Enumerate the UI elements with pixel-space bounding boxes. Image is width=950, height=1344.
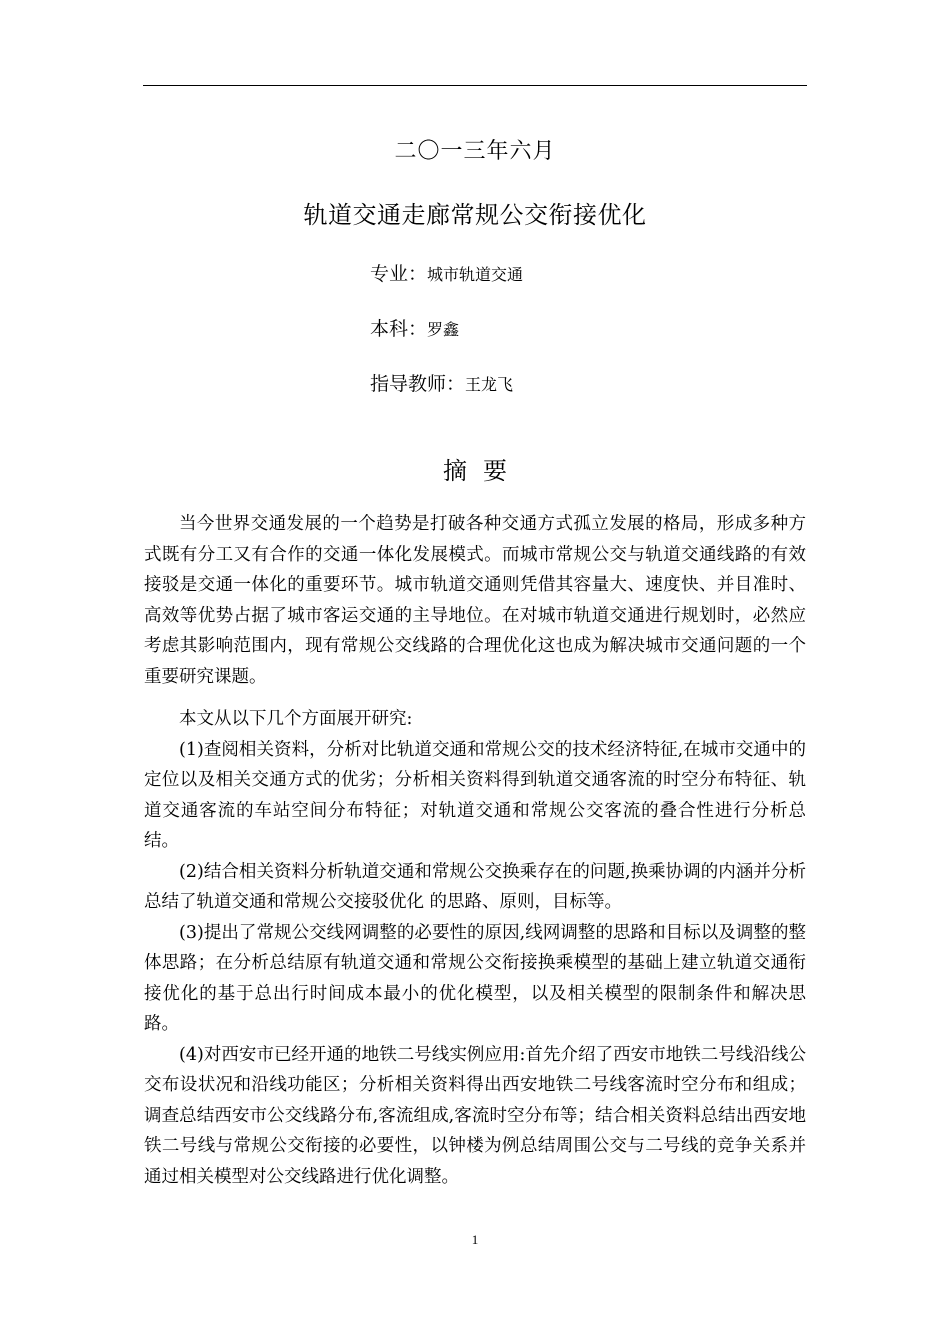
abstract-heading: 摘要 bbox=[443, 457, 523, 485]
major-line bbox=[370, 259, 523, 290]
abstract-body bbox=[144, 704, 806, 1192]
abstract-paragraph: (2)结合相关资料分析轨道交通和常规公交换乘存在的问题,换乘协调的内涵并分析总结了轨道交通和常规公交接驳优化 的思路、原则，目标等。 bbox=[144, 861, 806, 912]
degree-line bbox=[370, 314, 459, 345]
major-label: 专业： bbox=[370, 263, 428, 285]
header-rule bbox=[143, 85, 807, 86]
major-value: 城市轨道交通 bbox=[427, 265, 524, 284]
advisor-label: 指导教师： bbox=[370, 373, 466, 395]
advisor-value: 王龙飞 bbox=[465, 375, 514, 394]
degree-label: 本科： bbox=[370, 318, 428, 340]
abstract-paragraph: 当今世界交通发展的一个趋势是打破各种交通方式孤立发展的格局，形成多种方式既有分工又有合作的交通一体化发展模式。而城市常规公交与轨道交通线路的有效接驳是交通一体化的重要环节。城市轨道交通则凭借其容量大、速度快、并目准时、高效等优势占据了城市客运交通的主导地位。在对城市轨道交通进行规划时，必然应考虑其影响范围内，现有常规公交线路的合理优化这也成为解决城市交通问题的一个重要研究课题。 bbox=[144, 514, 806, 687]
abstract-intro bbox=[144, 509, 806, 692]
abstract-paragraph: (3)提出了常规公交线网调整的必要性的原因,线网调整的思路和目标以及调整的整体思路；在分析总结原有轨道交通和常规公交衔接换乘模型的基础上建立轨道交通衔接优化的基于总出行时间成本最小的优化模型，以及相关模型的限制条件和解决思路。 bbox=[144, 922, 806, 1034]
advisor-line bbox=[370, 369, 513, 400]
abstract-paragraph: (1)查阅相关资料，分析对比轨道交通和常规公交的技术经济特征,在城市交通中的定位以及相关交通方式的优劣；分析相关资料得到轨道交通客流的时空分布特征、轨道交通客流的车站空间分布特征；对轨道交通和常规公交客流的叠合性进行分析总结。 bbox=[144, 739, 806, 851]
degree-value: 罗鑫 bbox=[427, 320, 460, 339]
abstract-paragraph: 本文从以下几个方面展开研究: bbox=[179, 709, 413, 729]
document-title: 轨道交通走廊常规公交衔接优化 bbox=[303, 201, 647, 229]
abstract-paragraph: (4)对西安市已经开通的地铁二号线实例应用:首先介绍了西安市地铁二号线沿线公交布设状况和沿线功能区；分析相关资料得出西安地铁二号线客流时空分布和组成；调查总结西安市公交线路分布,客流组成,客流时空分布等；结合相关资料总结出西安地铁二号线与常规公交衔接的必要性，以钟楼为例总结周围公交与二号线的竞争关系并通过相关模型对公交线路进行优化调整。 bbox=[144, 1044, 806, 1187]
document-date: 二〇一三年六月 bbox=[394, 139, 556, 164]
page-number: 1 bbox=[471, 1232, 479, 1247]
